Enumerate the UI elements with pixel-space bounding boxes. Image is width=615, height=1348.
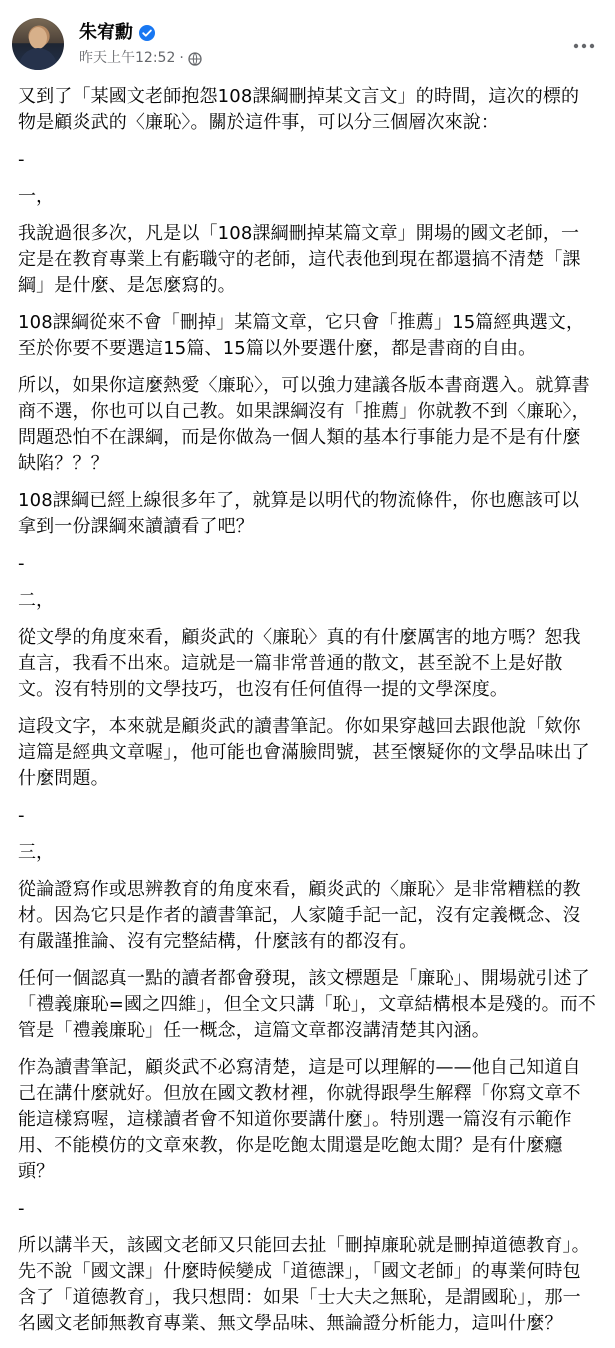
post-paragraph: 作為讀書筆記，顧炎武不必寫清楚，這是可以理解的——他自己知道自己在講什麼就好。但放在國文教材裡，你就得跟學生解釋「你寫文章不能這樣寫喔，這樣讀者會不知道你要講什麼」。特別選一篇沒有示範作用、不能模仿的文章來教，你是吃飽太閒還是吃飽太閒？是有什麼癮頭？ [18,1057,581,1182]
post-paragraph-intro: 又到了「某國文老師抱怨108課綱刪掉某文言文」的時間，這次的標的物是顧炎武的〈廉恥〉。關於這件事，可以分三個層次來說： [18,86,580,133]
globe-icon[interactable] [188,51,202,65]
avatar-shoulders [19,48,57,70]
meta-separator: · [179,50,184,66]
avatar-face [29,27,47,49]
post-paragraph: 任何一個認真一點的讀者都會發現，該文標題是「廉恥」、開場就引述了「禮義廉恥=國之四維」，但全文只講「恥」，文章結構根本是殘的。而不管是「禮義廉恥」任一概念，這篇文章都沒講清楚其內涵。 [18,968,597,1041]
post-header [12,18,603,72]
author-name[interactable]: 朱宥勳 [79,22,133,43]
post-paragraph: 我說過很多次，凡是以「108課綱刪掉某篇文章」開場的國文老師，一定是在教育專業上有虧職守的老師，這代表他到現在都還搞不清楚「課綱」是什麼、是怎麼寫的。 [18,223,581,296]
post-paragraph: 所以，如果你這麼熱愛〈廉恥〉，可以強力建議各版本書商選入。就算書商不選，你也可以自己教。如果課綱沒有「推薦」你就教不到〈廉恥〉，問題恐怕不在課綱，而是你做為一個人類的基本行事能力是不是有什麼缺陷？？？ [18,375,590,474]
section-heading-two: 二， [18,590,54,611]
post-paragraph: 這段文字，本來就是顧炎武的讀書筆記。你如果穿越回去跟他說「欸你這篇是經典文章喔」，他可能也會滿臉問號，甚至懷疑你的文學品味出了什麼問題。 [18,716,590,789]
post-paragraph-conclusion: 所以講半天，該國文老師又只能回去扯「刪掉廉恥就是刪掉道德教育」。先不說「國文課」什麼時候變成「道德課」，「國文老師」的專業何時包含了「道德教育」，我只想問：如果「士大夫之無恥，是謂國恥」，那一名國文老師無教育專業、無文學品味、無論證分析能力，這叫什麼？ [18,1235,590,1334]
post-text-content [18,84,597,1348]
section-separator: - [18,1198,25,1219]
post-meta [79,49,202,67]
section-heading-one: 一， [18,186,54,207]
section-separator: - [18,149,25,170]
verified-badge-icon [139,25,155,41]
post-paragraph: 108課綱已經上線很多年了，就算是以明代的物流條件，你也應該可以拿到一份課綱來讀讀看了吧？ [18,490,580,537]
section-separator: - [18,805,25,826]
more-options-button[interactable] [567,27,601,61]
section-heading-three: 三， [18,842,54,863]
post-paragraph: 從文學的角度來看，顧炎武的〈廉恥〉真的有什麼厲害的地方嗎？恕我直言，我看不出來。這就是一篇非常普通的散文，甚至說不上是好散文。沒有特別的文學技巧，也沒有任何值得一提的文學深度。 [18,627,581,700]
section-separator: - [18,553,25,574]
post-paragraph: 從論證寫作或思辨教育的角度來看，顧炎武的〈廉恥〉是非常糟糕的教材。因為它只是作者的讀書筆記，人家隨手記一記，沒有定義概念、沒有嚴謹推論、沒有完整結構，什麼該有的都沒有。 [18,879,581,952]
more-options-icon [572,35,596,54]
author-avatar[interactable] [12,18,64,70]
author-row [79,22,155,44]
post-paragraph: 108課綱從來不會「刪掉」某篇文章，它只會「推薦」15篇經典選文，至於你要不要選這15篇、15篇以外要選什麼，都是書商的自由。 [18,312,585,359]
post-timestamp[interactable]: 昨天上午12:52 [79,50,176,66]
